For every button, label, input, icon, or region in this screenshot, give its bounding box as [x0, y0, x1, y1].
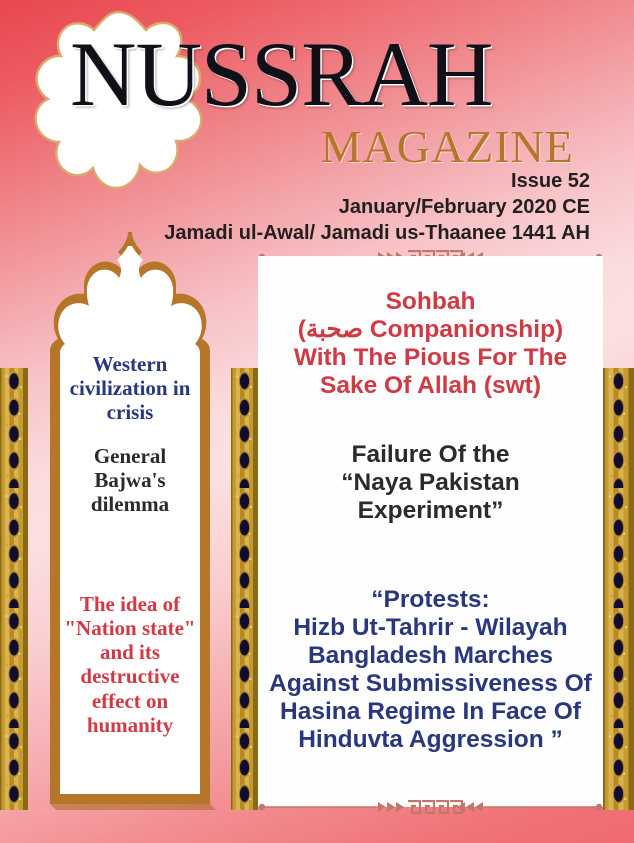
headline-naya-line-3: Experiment” — [357, 496, 504, 524]
headline-protests-line-1: “Protests: — [371, 586, 490, 613]
headline-bajwa-line-2: Bajwa's — [94, 468, 166, 493]
greek-key-divider-bottom — [258, 800, 603, 822]
headline-nation-line-5: effect on — [91, 688, 169, 713]
headline-protests-line-4: Against Submissiveness Of — [269, 669, 592, 697]
headline-protests-line-5: Hasina Regime In Face Of — [280, 697, 581, 725]
headline-western-line-3: crisis — [106, 400, 154, 425]
headline-naya-line-2: “Naya Pakistan — [341, 468, 520, 496]
headline-sohbah — [258, 288, 603, 400]
headline-sohbah-line-1: Sohbah — [385, 288, 476, 315]
headline-nation-line-6: humanity — [86, 712, 174, 737]
headline-bajwa-line-3: dilemma — [90, 492, 170, 517]
islamic-pattern-band-right — [603, 368, 634, 810]
issue-hijri-date: Jamadi ul-Awal/ Jamadi us-Thaanee 1441 AH — [164, 222, 590, 244]
left-headline-panel — [28, 232, 232, 810]
headline-sohbah-line-4: Sake Of Allah (swt) — [319, 371, 541, 399]
issue-dateline: January/February 2020 CE — [338, 196, 590, 218]
headline-bajwa-line-1: General — [93, 444, 167, 468]
islamic-pattern-band-middle — [231, 368, 258, 810]
headline-nation-line-1: The idea of — [79, 592, 181, 616]
headline-sohbah-line-3: With The Pious For The — [293, 343, 568, 371]
headline-protests-line-3: Bangladesh Marches — [307, 641, 554, 669]
headline-general-bajwa — [42, 444, 218, 516]
masthead — [0, 0, 634, 250]
headline-western-civilization — [42, 352, 218, 424]
headline-protests-line-6: Hinduvta Aggression ” — [298, 725, 563, 753]
headline-naya-pakistan — [258, 441, 603, 525]
headline-sohbah-line-2: (صحبة Companionship) — [297, 315, 564, 343]
magazine-title: NUSSRAH — [70, 23, 493, 125]
headline-protests — [258, 586, 603, 754]
headline-western-line-2: civilization in — [69, 376, 191, 401]
headline-nation-line-4: destructive — [80, 664, 180, 689]
headline-protests-line-2: Hizb Ut-Tahrir - Wilayah — [293, 613, 568, 641]
headline-nation-line-3: and its — [99, 640, 161, 665]
headline-nation-line-2: "Nation state" — [64, 616, 196, 641]
headline-nation-state — [42, 592, 218, 737]
magazine-subtitle: MAGAZINE — [320, 121, 574, 172]
issue-number: Issue 52 — [511, 170, 590, 192]
main-headline-panel — [258, 256, 603, 807]
headline-western-line-1: Western — [92, 352, 168, 376]
islamic-pattern-band-left — [0, 368, 28, 810]
headline-naya-line-1: Failure Of the — [351, 441, 510, 468]
